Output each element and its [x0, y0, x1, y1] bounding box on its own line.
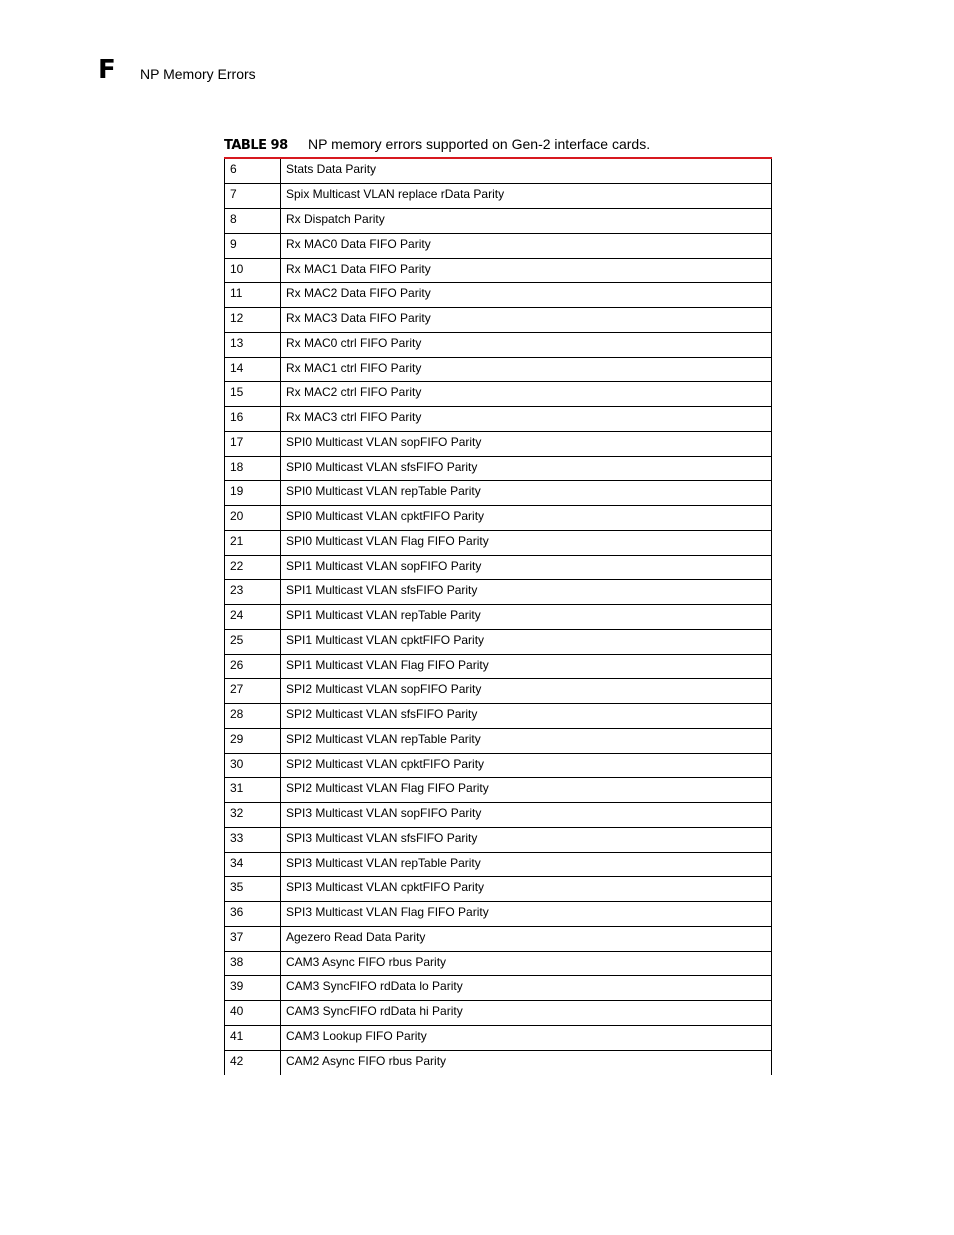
error-number-cell: 7 [225, 184, 281, 209]
table-row [225, 233, 772, 258]
error-description-cell: SPI0 Multicast VLAN Flag FIFO Parity [281, 530, 772, 555]
error-description-cell: SPI2 Multicast VLAN cpktFIFO Parity [281, 753, 772, 778]
error-number-cell: 26 [225, 654, 281, 679]
table-row [225, 506, 772, 531]
error-number-cell: 21 [225, 530, 281, 555]
error-number-cell: 38 [225, 951, 281, 976]
table-row [225, 407, 772, 432]
table-row [225, 827, 772, 852]
table-caption-text: NP memory errors supported on Gen-2 interface cards. [308, 136, 651, 152]
table-row [225, 555, 772, 580]
error-number-cell: 35 [225, 877, 281, 902]
error-description-cell: Rx MAC3 ctrl FIFO Parity [281, 407, 772, 432]
error-description-cell: SPI3 Multicast VLAN sfsFIFO Parity [281, 827, 772, 852]
error-number-cell: 27 [225, 679, 281, 704]
table-row [225, 728, 772, 753]
table-row [225, 852, 772, 877]
error-description-cell: SPI3 Multicast VLAN cpktFIFO Parity [281, 877, 772, 902]
error-number-cell: 13 [225, 332, 281, 357]
error-number-cell: 15 [225, 382, 281, 407]
error-number-cell: 41 [225, 1025, 281, 1050]
error-number-cell: 20 [225, 506, 281, 531]
error-description-cell: SPI0 Multicast VLAN sopFIFO Parity [281, 431, 772, 456]
table-row [225, 877, 772, 902]
error-number-cell: 18 [225, 456, 281, 481]
error-description-cell: CAM3 SyncFIFO rdData lo Parity [281, 976, 772, 1001]
table-row [225, 530, 772, 555]
table-row [225, 258, 772, 283]
table-row [225, 679, 772, 704]
error-number-cell: 22 [225, 555, 281, 580]
table-row [225, 580, 772, 605]
error-description-cell: SPI1 Multicast VLAN repTable Parity [281, 605, 772, 630]
error-description-cell: SPI1 Multicast VLAN cpktFIFO Parity [281, 629, 772, 654]
table-row [225, 629, 772, 654]
table-row [225, 778, 772, 803]
table-row [225, 951, 772, 976]
error-number-cell: 34 [225, 852, 281, 877]
error-number-cell: 31 [225, 778, 281, 803]
table-caption [224, 135, 650, 155]
error-description-cell: Rx MAC2 ctrl FIFO Parity [281, 382, 772, 407]
memory-errors-table [224, 159, 772, 1075]
table-row [225, 976, 772, 1001]
error-number-cell: 42 [225, 1050, 281, 1075]
table-row [225, 456, 772, 481]
error-number-cell: 19 [225, 481, 281, 506]
table-row [225, 209, 772, 234]
error-number-cell: 16 [225, 407, 281, 432]
table-row [225, 332, 772, 357]
error-description-cell: Stats Data Parity [281, 159, 772, 184]
error-description-cell: SPI3 Multicast VLAN repTable Parity [281, 852, 772, 877]
table-row [225, 308, 772, 333]
table-row [225, 481, 772, 506]
table-row [225, 753, 772, 778]
error-number-cell: 12 [225, 308, 281, 333]
error-number-cell: 33 [225, 827, 281, 852]
table-row [225, 431, 772, 456]
table-body [225, 159, 772, 1075]
error-number-cell: 14 [225, 357, 281, 382]
error-number-cell: 8 [225, 209, 281, 234]
error-number-cell: 9 [225, 233, 281, 258]
error-number-cell: 25 [225, 629, 281, 654]
error-number-cell: 28 [225, 704, 281, 729]
error-number-cell: 40 [225, 1001, 281, 1026]
table-label: TABLE 98 [224, 138, 288, 153]
error-number-cell: 36 [225, 902, 281, 927]
error-description-cell: CAM3 Async FIFO rbus Parity [281, 951, 772, 976]
error-description-cell: SPI2 Multicast VLAN Flag FIFO Parity [281, 778, 772, 803]
error-description-cell: Rx MAC2 Data FIFO Parity [281, 283, 772, 308]
error-description-cell: SPI0 Multicast VLAN repTable Parity [281, 481, 772, 506]
table-row [225, 159, 772, 184]
error-number-cell: 17 [225, 431, 281, 456]
error-description-cell: Rx MAC3 Data FIFO Parity [281, 308, 772, 333]
error-description-cell: Rx MAC1 Data FIFO Parity [281, 258, 772, 283]
error-number-cell: 37 [225, 926, 281, 951]
error-description-cell: SPI0 Multicast VLAN sfsFIFO Parity [281, 456, 772, 481]
error-number-cell: 24 [225, 605, 281, 630]
error-description-cell: SPI0 Multicast VLAN cpktFIFO Parity [281, 506, 772, 531]
table-row [225, 1050, 772, 1075]
error-number-cell: 23 [225, 580, 281, 605]
error-number-cell: 29 [225, 728, 281, 753]
table-row [225, 357, 772, 382]
table-row [225, 803, 772, 828]
table-row [225, 184, 772, 209]
table-row [225, 605, 772, 630]
error-description-cell: SPI2 Multicast VLAN repTable Parity [281, 728, 772, 753]
error-description-cell: Rx MAC0 ctrl FIFO Parity [281, 332, 772, 357]
error-description-cell: CAM2 Async FIFO rbus Parity [281, 1050, 772, 1075]
table-row [225, 382, 772, 407]
error-description-cell: SPI1 Multicast VLAN Flag FIFO Parity [281, 654, 772, 679]
error-description-cell: SPI3 Multicast VLAN Flag FIFO Parity [281, 902, 772, 927]
error-description-cell: CAM3 SyncFIFO rdData hi Parity [281, 1001, 772, 1026]
error-description-cell: SPI1 Multicast VLAN sfsFIFO Parity [281, 580, 772, 605]
error-description-cell: SPI1 Multicast VLAN sopFIFO Parity [281, 555, 772, 580]
error-description-cell: Rx MAC1 ctrl FIFO Parity [281, 357, 772, 382]
error-description-cell: SPI2 Multicast VLAN sopFIFO Parity [281, 679, 772, 704]
error-description-cell: SPI3 Multicast VLAN sopFIFO Parity [281, 803, 772, 828]
appendix-letter: F [98, 55, 116, 85]
table-row [225, 1025, 772, 1050]
error-number-cell: 11 [225, 283, 281, 308]
error-description-cell: SPI2 Multicast VLAN sfsFIFO Parity [281, 704, 772, 729]
error-description-cell: CAM3 Lookup FIFO Parity [281, 1025, 772, 1050]
error-description-cell: Rx MAC0 Data FIFO Parity [281, 233, 772, 258]
error-description-cell: Rx Dispatch Parity [281, 209, 772, 234]
section-title: NP Memory Errors [140, 66, 256, 82]
table-row [225, 283, 772, 308]
error-number-cell: 39 [225, 976, 281, 1001]
error-number-cell: 32 [225, 803, 281, 828]
table-row [225, 902, 772, 927]
table-row [225, 1001, 772, 1026]
error-number-cell: 6 [225, 159, 281, 184]
table-container [224, 157, 772, 1075]
table-row [225, 654, 772, 679]
error-number-cell: 30 [225, 753, 281, 778]
table-row [225, 704, 772, 729]
error-description-cell: Spix Multicast VLAN replace rData Parity [281, 184, 772, 209]
table-row [225, 926, 772, 951]
error-description-cell: Agezero Read Data Parity [281, 926, 772, 951]
error-number-cell: 10 [225, 258, 281, 283]
